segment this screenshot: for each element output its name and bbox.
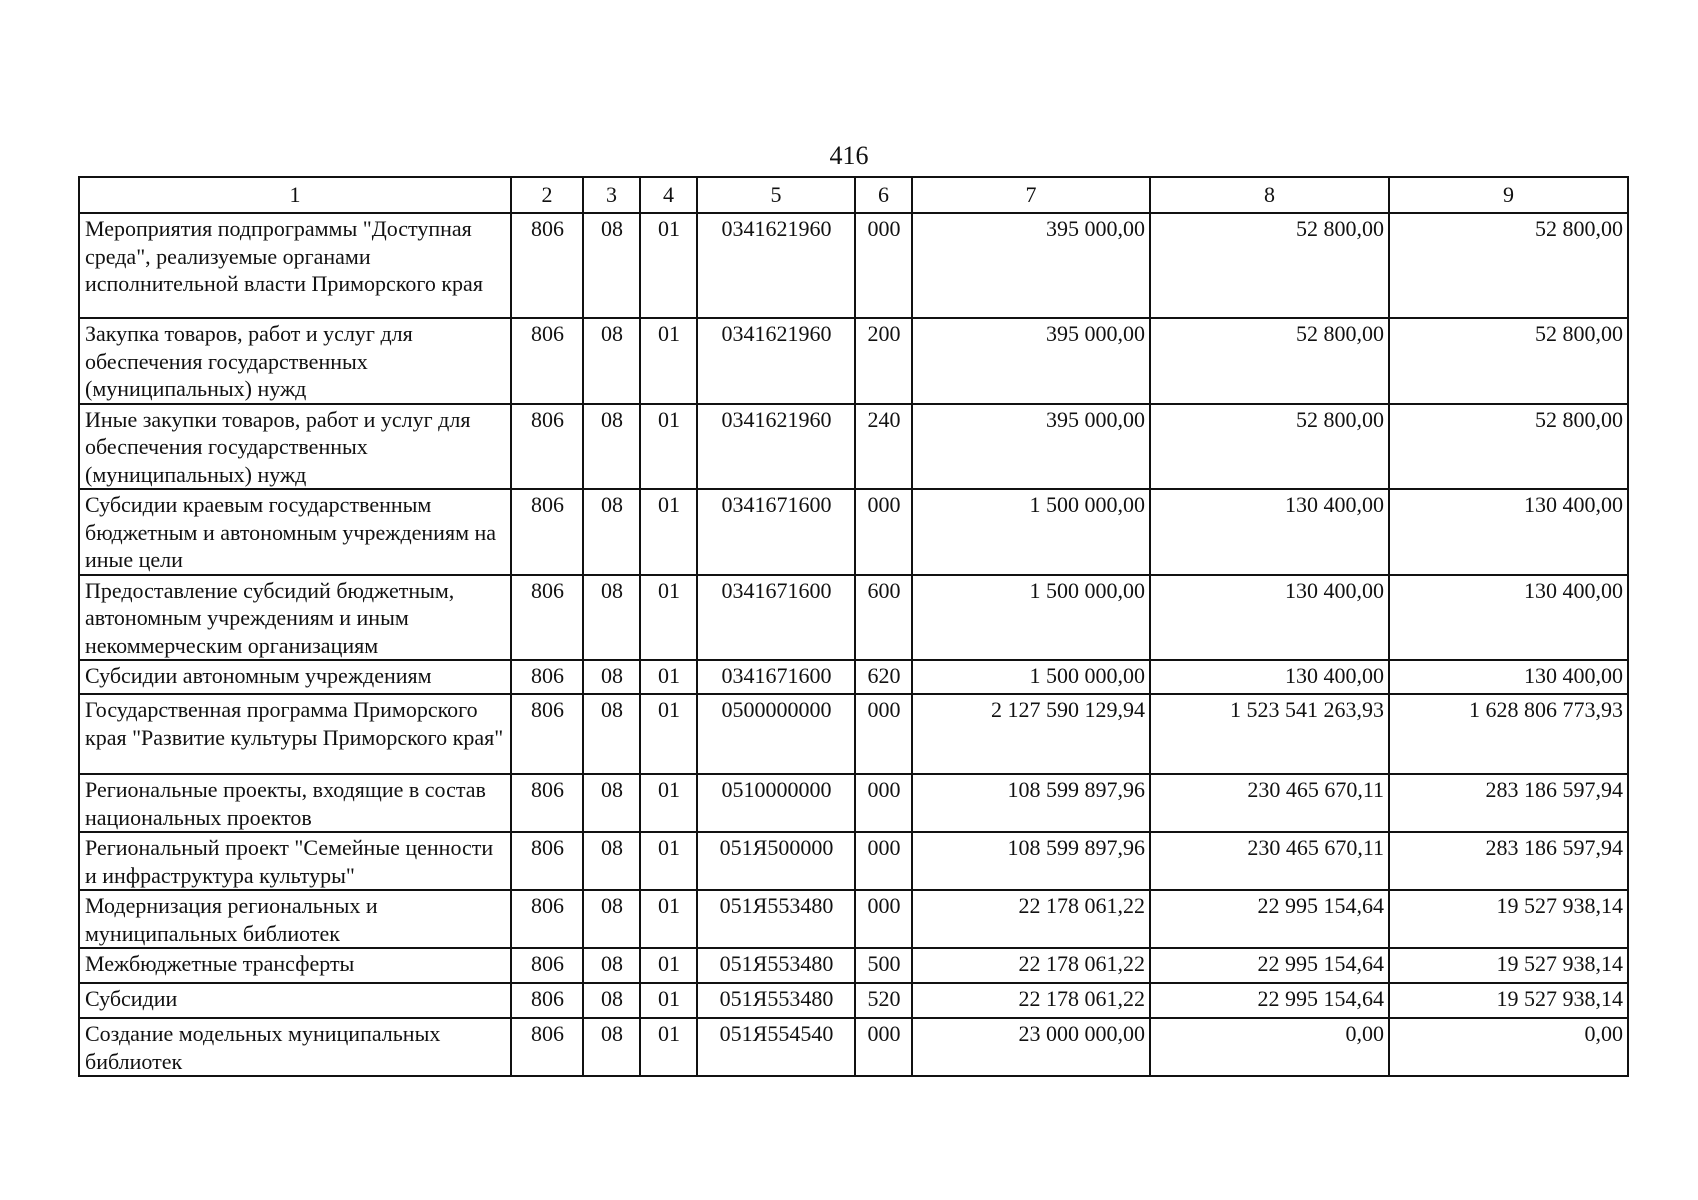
- amount-cell-col8: 52 800,00: [1150, 213, 1389, 318]
- table-row: [79, 1018, 1628, 1076]
- target-item-code-cell: 0341671600: [697, 575, 855, 661]
- target-item-code-cell: 0341671600: [697, 660, 855, 694]
- expense-type-code-cell: 000: [855, 213, 912, 318]
- expense-type-code-cell: 500: [855, 948, 912, 983]
- amount-cell-col8: 130 400,00: [1150, 489, 1389, 575]
- subsection-code-cell: 01: [640, 948, 697, 983]
- table-row: [79, 404, 1628, 490]
- subsection-code-cell: 01: [640, 1018, 697, 1076]
- amount-cell-col7: 22 178 061,22: [912, 890, 1150, 948]
- page-number: 416: [829, 141, 869, 170]
- ministry-code-cell: 806: [511, 948, 583, 983]
- amount-cell-col9: 130 400,00: [1389, 575, 1628, 661]
- subsection-code-cell: 01: [640, 660, 697, 694]
- table-row: [79, 890, 1628, 948]
- target-item-code-cell: 051Я554540: [697, 1018, 855, 1076]
- amount-cell-col9: 19 527 938,14: [1389, 948, 1628, 983]
- ministry-code-cell: 806: [511, 774, 583, 832]
- expense-type-code-cell: 000: [855, 774, 912, 832]
- table-row: [79, 575, 1628, 661]
- column-header: 6: [855, 177, 912, 213]
- amount-cell-col9: 130 400,00: [1389, 660, 1628, 694]
- amount-cell-col8: 130 400,00: [1150, 575, 1389, 661]
- amount-cell-col9: 1 628 806 773,93: [1389, 694, 1628, 774]
- subsection-code-cell: 01: [640, 832, 697, 890]
- amount-cell-col7: 108 599 897,96: [912, 832, 1150, 890]
- section-code-cell: 08: [583, 575, 640, 661]
- target-item-code-cell: 0341671600: [697, 489, 855, 575]
- ministry-code-cell: 806: [511, 983, 583, 1018]
- section-code-cell: 08: [583, 489, 640, 575]
- amount-cell-col7: 395 000,00: [912, 404, 1150, 490]
- target-item-code-cell: 0500000000: [697, 694, 855, 774]
- column-header: 5: [697, 177, 855, 213]
- ministry-code-cell: 806: [511, 489, 583, 575]
- ministry-code-cell: 806: [511, 318, 583, 404]
- amount-cell-col8: 22 995 154,64: [1150, 983, 1389, 1018]
- table-row: [79, 213, 1628, 318]
- section-code-cell: 08: [583, 983, 640, 1018]
- column-header: 3: [583, 177, 640, 213]
- amount-cell-col8: 1 523 541 263,93: [1150, 694, 1389, 774]
- ministry-code-cell: 806: [511, 832, 583, 890]
- amount-cell-col7: 22 178 061,22: [912, 983, 1150, 1018]
- section-code-cell: 08: [583, 774, 640, 832]
- expense-type-code-cell: 000: [855, 1018, 912, 1076]
- table-row: [79, 694, 1628, 774]
- expense-name-cell: Государственная программа Приморского края "Развитие культуры Приморского края": [79, 694, 511, 774]
- target-item-code-cell: 0341621960: [697, 404, 855, 490]
- expense-type-code-cell: 620: [855, 660, 912, 694]
- expense-type-code-cell: 200: [855, 318, 912, 404]
- amount-cell-col8: 130 400,00: [1150, 660, 1389, 694]
- section-code-cell: 08: [583, 694, 640, 774]
- table-row: [79, 660, 1628, 694]
- section-code-cell: 08: [583, 890, 640, 948]
- subsection-code-cell: 01: [640, 575, 697, 661]
- expense-name-cell: Предоставление субсидий бюджетным, автономным учреждениям и иным некоммерческим организациям: [79, 575, 511, 661]
- ministry-code-cell: 806: [511, 404, 583, 490]
- subsection-code-cell: 01: [640, 489, 697, 575]
- ministry-code-cell: 806: [511, 660, 583, 694]
- amount-cell-col7: 1 500 000,00: [912, 575, 1150, 661]
- section-code-cell: 08: [583, 948, 640, 983]
- table-row: [79, 948, 1628, 983]
- amount-cell-col9: 130 400,00: [1389, 489, 1628, 575]
- expense-type-code-cell: 240: [855, 404, 912, 490]
- amount-cell-col7: 23 000 000,00: [912, 1018, 1150, 1076]
- expense-name-cell: Региональные проекты, входящие в состав национальных проектов: [79, 774, 511, 832]
- target-item-code-cell: 0341621960: [697, 318, 855, 404]
- column-number-row: [79, 177, 1628, 213]
- section-code-cell: 08: [583, 318, 640, 404]
- table-row: [79, 832, 1628, 890]
- amount-cell-col7: 395 000,00: [912, 318, 1150, 404]
- target-item-code-cell: 051Я553480: [697, 983, 855, 1018]
- expense-type-code-cell: 000: [855, 890, 912, 948]
- ministry-code-cell: 806: [511, 1018, 583, 1076]
- expense-type-code-cell: 000: [855, 489, 912, 575]
- amount-cell-col7: 22 178 061,22: [912, 948, 1150, 983]
- expense-type-code-cell: 000: [855, 832, 912, 890]
- expense-name-cell: Мероприятия подпрограммы "Доступная среда", реализуемые органами исполнительной власти Приморского края: [79, 213, 511, 318]
- subsection-code-cell: 01: [640, 213, 697, 318]
- amount-cell-col7: 1 500 000,00: [912, 489, 1150, 575]
- amount-cell-col9: 283 186 597,94: [1389, 774, 1628, 832]
- amount-cell-col9: 19 527 938,14: [1389, 890, 1628, 948]
- table-row: [79, 983, 1628, 1018]
- ministry-code-cell: 806: [511, 890, 583, 948]
- amount-cell-col8: 0,00: [1150, 1018, 1389, 1076]
- expense-type-code-cell: 000: [855, 694, 912, 774]
- subsection-code-cell: 01: [640, 983, 697, 1018]
- section-code-cell: 08: [583, 1018, 640, 1076]
- section-code-cell: 08: [583, 404, 640, 490]
- target-item-code-cell: 0341621960: [697, 213, 855, 318]
- expense-name-cell: Субсидии автономным учреждениям: [79, 660, 511, 694]
- amount-cell-col8: 230 465 670,11: [1150, 774, 1389, 832]
- target-item-code-cell: 0510000000: [697, 774, 855, 832]
- amount-cell-col7: 1 500 000,00: [912, 660, 1150, 694]
- column-header: 1: [79, 177, 511, 213]
- subsection-code-cell: 01: [640, 694, 697, 774]
- subsection-code-cell: 01: [640, 890, 697, 948]
- amount-cell-col8: 52 800,00: [1150, 404, 1389, 490]
- target-item-code-cell: 051Я553480: [697, 948, 855, 983]
- section-code-cell: 08: [583, 213, 640, 318]
- amount-cell-col7: 2 127 590 129,94: [912, 694, 1150, 774]
- table-row: [79, 774, 1628, 832]
- ministry-code-cell: 806: [511, 575, 583, 661]
- amount-cell-col8: 22 995 154,64: [1150, 948, 1389, 983]
- column-header: 7: [912, 177, 1150, 213]
- amount-cell-col8: 22 995 154,64: [1150, 890, 1389, 948]
- column-header: 9: [1389, 177, 1628, 213]
- amount-cell-col8: 230 465 670,11: [1150, 832, 1389, 890]
- subsection-code-cell: 01: [640, 318, 697, 404]
- ministry-code-cell: 806: [511, 694, 583, 774]
- expense-type-code-cell: 520: [855, 983, 912, 1018]
- expense-name-cell: Закупка товаров, работ и услуг для обеспечения государственных (муниципальных) нужд: [79, 318, 511, 404]
- amount-cell-col9: 0,00: [1389, 1018, 1628, 1076]
- section-code-cell: 08: [583, 832, 640, 890]
- subsection-code-cell: 01: [640, 404, 697, 490]
- amount-cell-col9: 52 800,00: [1389, 213, 1628, 318]
- table-row: [79, 489, 1628, 575]
- ministry-code-cell: 806: [511, 213, 583, 318]
- amount-cell-col7: 395 000,00: [912, 213, 1150, 318]
- expense-name-cell: Иные закупки товаров, работ и услуг для обеспечения государственных (муниципальных) нужд: [79, 404, 511, 490]
- column-header: 4: [640, 177, 697, 213]
- table-row: [79, 318, 1628, 404]
- amount-cell-col9: 52 800,00: [1389, 318, 1628, 404]
- section-code-cell: 08: [583, 660, 640, 694]
- column-header: 2: [511, 177, 583, 213]
- column-header: 8: [1150, 177, 1389, 213]
- amount-cell-col7: 108 599 897,96: [912, 774, 1150, 832]
- expense-type-code-cell: 600: [855, 575, 912, 661]
- expense-name-cell: Межбюджетные трансферты: [79, 948, 511, 983]
- expense-name-cell: Субсидии: [79, 983, 511, 1018]
- expense-name-cell: Модернизация региональных и муниципальных библиотек: [79, 890, 511, 948]
- amount-cell-col8: 52 800,00: [1150, 318, 1389, 404]
- budget-table: [78, 176, 1629, 1077]
- expense-name-cell: Создание модельных муниципальных библиотек: [79, 1018, 511, 1076]
- target-item-code-cell: 051Я553480: [697, 890, 855, 948]
- expense-name-cell: Региональный проект "Семейные ценности и инфраструктура культуры": [79, 832, 511, 890]
- subsection-code-cell: 01: [640, 774, 697, 832]
- amount-cell-col9: 52 800,00: [1389, 404, 1628, 490]
- expense-name-cell: Субсидии краевым государственным бюджетным и автономным учреждениям на иные цели: [79, 489, 511, 575]
- target-item-code-cell: 051Я500000: [697, 832, 855, 890]
- amount-cell-col9: 19 527 938,14: [1389, 983, 1628, 1018]
- amount-cell-col9: 283 186 597,94: [1389, 832, 1628, 890]
